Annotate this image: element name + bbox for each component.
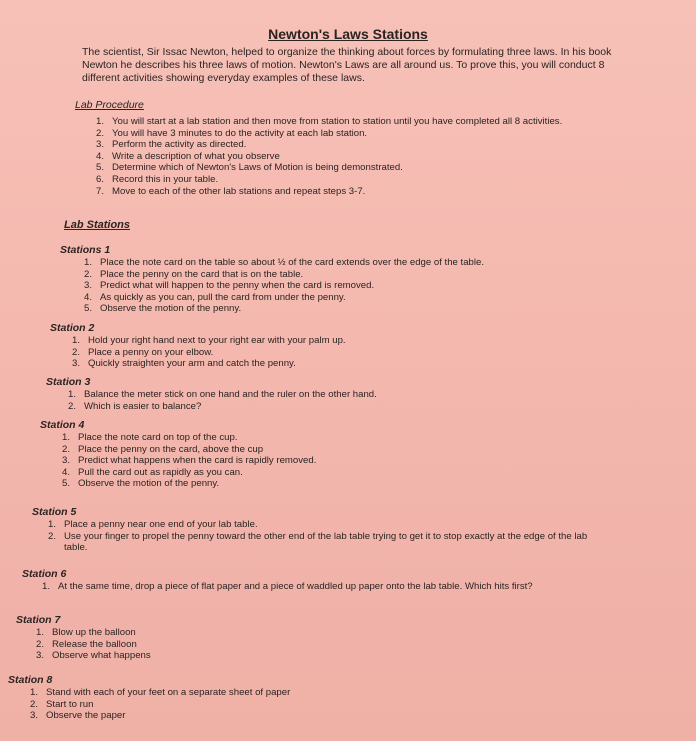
- list-item: 1. Hold your right hand next to your right ear with your palm up.: [72, 335, 346, 346]
- list-item: 7. Move to each of the other lab stations and repeat steps 3-7.: [96, 185, 366, 197]
- list-item: 1. You will start at a lab station and then move from station to station until you have completed all 8 activities.: [96, 116, 563, 127]
- list-item: 3. Predict what will happen to the penny when the card is removed.: [84, 280, 375, 292]
- list-item: 1. Place the note card on the table so about ½ of the card extends over the edge of the table.: [84, 257, 485, 268]
- list-item: 1. At the same time, drop a piece of flat paper and a piece of waddled up paper onto the lab table. Which hits first?: [42, 581, 533, 592]
- list-item: 2. Start to run: [30, 698, 94, 710]
- station-4: [40, 419, 460, 490]
- station-steps: [84, 257, 530, 315]
- station-title: Station 4: [40, 419, 85, 431]
- list-item: 3. Quickly straighten your arm and catch the penny.: [72, 358, 296, 370]
- station-3: [46, 376, 466, 412]
- station-title: Stations 1: [60, 244, 111, 256]
- station-6: [22, 568, 632, 593]
- station-7: [16, 614, 436, 662]
- station-steps: [62, 432, 460, 490]
- station-steps: [36, 627, 436, 662]
- list-item: 2. Place the penny on the card that is on the table.: [84, 268, 304, 280]
- station-8: [8, 674, 428, 722]
- station-steps: [42, 581, 632, 593]
- lab-procedure-heading: Lab Procedure: [75, 99, 144, 111]
- list-item: 5. Determine which of Newton's Laws of Motion is being demonstrated.: [96, 162, 403, 174]
- list-item: 2. Release the balloon: [36, 638, 137, 650]
- list-item: 6. Record this in your table.: [96, 173, 219, 185]
- list-item: 5. Observe the motion of the penny.: [84, 303, 242, 315]
- station-title: Station 2: [50, 322, 95, 334]
- list-item: 2. You will have 3 minutes to do the activity at each lab station.: [96, 127, 368, 139]
- station-steps: [68, 389, 466, 412]
- station-5: [32, 506, 612, 554]
- list-item: 1. Balance the meter stick on one hand and the ruler on the other hand.: [68, 389, 377, 400]
- list-item: 1. Place the note card on top of the cup.: [62, 432, 238, 443]
- station-title: Station 6: [22, 568, 67, 580]
- lab-stations-heading: Lab Stations: [64, 219, 131, 231]
- station-steps: [48, 519, 612, 554]
- list-item: 2. Use your finger to propel the penny toward the other end of the lab table trying to get it to stop exactly at the edge of the lab table.: [48, 530, 588, 554]
- list-item: 3. Observe the paper: [30, 710, 126, 722]
- list-item: 3. Observe what happens: [36, 650, 151, 662]
- station-title: Station 3: [46, 376, 91, 388]
- list-item: 1. Blow up the balloon: [36, 627, 136, 638]
- intro-text: The scientist, Sir Issac Newton, helped to organize the thinking about forces by formulating three laws. In his book Newton he describes his three laws of motion. Newton's Laws are all around us. To prove this, you will conduct 8 different activities showing everyday examples of these laws.: [82, 46, 612, 84]
- list-item: 2. Place the penny on the card, above the cup: [62, 443, 264, 455]
- lab-procedure-list: [96, 116, 656, 197]
- list-item: 4. As quickly as you can, pull the card from under the penny.: [84, 291, 346, 303]
- list-item: 4. Write a description of what you observe: [96, 150, 280, 162]
- station-steps: [30, 687, 428, 722]
- station-1: [60, 244, 530, 315]
- station-title: Station 8: [8, 674, 53, 686]
- intro-paragraph: [82, 46, 642, 85]
- page-title: Newton's Laws Stations: [268, 26, 428, 42]
- station-steps: [72, 335, 470, 370]
- list-item: 5. Observe the motion of the penny.: [62, 478, 220, 490]
- list-item: 3. Perform the activity as directed.: [96, 139, 247, 151]
- station-title: Station 5: [32, 506, 77, 518]
- station-title: Station 7: [16, 614, 61, 626]
- list-item: 1. Stand with each of your feet on a separate sheet of paper: [30, 687, 291, 698]
- list-item: 3. Predict what happens when the card is rapidly removed.: [62, 455, 317, 467]
- list-item: 4. Pull the card out as rapidly as you can.: [62, 466, 243, 478]
- station-2: [50, 322, 470, 370]
- list-item: 2. Place a penny on your elbow.: [72, 346, 214, 358]
- list-item: 2. Which is easier to balance?: [68, 400, 202, 412]
- list-item: 1. Place a penny near one end of your lab table.: [48, 519, 258, 530]
